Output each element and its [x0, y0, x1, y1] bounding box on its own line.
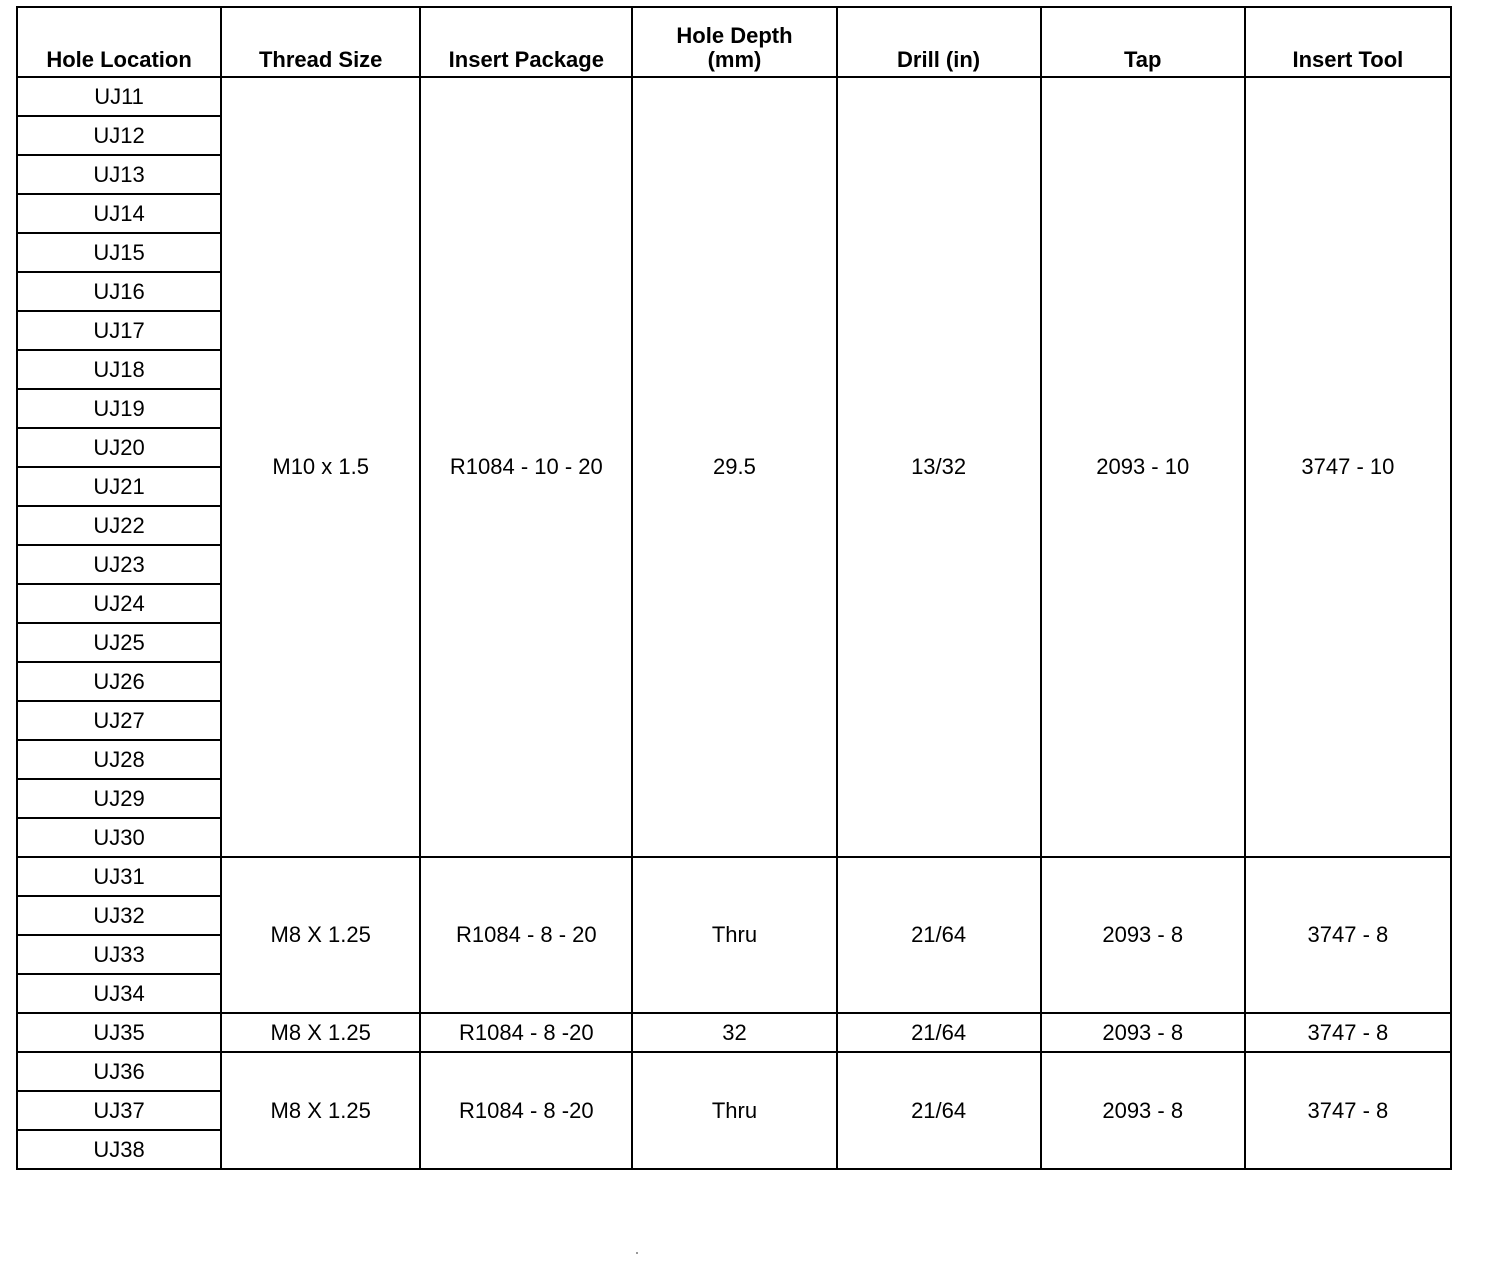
hole-location-cell: UJ37: [17, 1091, 221, 1130]
header-thread-size: Thread Size: [221, 7, 420, 77]
hole-location-cell: UJ27: [17, 701, 221, 740]
hole-depth-cell: Thru: [632, 857, 836, 1013]
table-row: [17, 1013, 1451, 1052]
hole-location-cell: UJ24: [17, 584, 221, 623]
insert-tool-cell: 3747 - 8: [1245, 1052, 1451, 1169]
header-hole-location: Hole Location: [17, 7, 221, 77]
insert-tool-cell: 3747 - 8: [1245, 857, 1451, 1013]
drill-cell: 21/64: [837, 1013, 1041, 1052]
tap-cell: 2093 - 8: [1041, 857, 1245, 1013]
hole-location-cell: UJ26: [17, 662, 221, 701]
hole-location-cell: UJ18: [17, 350, 221, 389]
thread-size-cell: M8 X 1.25: [221, 857, 420, 1013]
hole-location-cell: UJ19: [17, 389, 221, 428]
drill-cell: 21/64: [837, 857, 1041, 1013]
thread-size-cell: M8 X 1.25: [221, 1013, 420, 1052]
tap-cell: 2093 - 8: [1041, 1013, 1245, 1052]
hole-location-cell: UJ13: [17, 155, 221, 194]
hole-depth-cell: 32: [632, 1013, 836, 1052]
thread-size-cell: M10 x 1.5: [221, 77, 420, 857]
scan-speck: [636, 1252, 638, 1254]
hole-location-cell: UJ17: [17, 311, 221, 350]
hole-location-cell: UJ30: [17, 818, 221, 857]
hole-depth-cell: Thru: [632, 1052, 836, 1169]
insert-spec-table: [16, 6, 1452, 1170]
hole-location-cell: UJ31: [17, 857, 221, 896]
insert-package-cell: R1084 - 10 - 20: [420, 77, 632, 857]
hole-location-cell: UJ21: [17, 467, 221, 506]
table-header-row: [17, 7, 1451, 77]
hole-location-cell: UJ35: [17, 1013, 221, 1052]
header-hole-depth-line2: (mm): [707, 47, 762, 72]
hole-location-cell: UJ22: [17, 506, 221, 545]
thread-size-cell: M8 X 1.25: [221, 1052, 420, 1169]
hole-location-cell: UJ34: [17, 974, 221, 1013]
insert-tool-cell: 3747 - 10: [1245, 77, 1451, 857]
hole-location-cell: UJ15: [17, 233, 221, 272]
drill-cell: 21/64: [837, 1052, 1041, 1169]
insert-package-cell: R1084 - 8 - 20: [420, 857, 632, 1013]
hole-location-cell: UJ25: [17, 623, 221, 662]
header-drill: Drill (in): [837, 7, 1041, 77]
hole-location-cell: UJ38: [17, 1130, 221, 1169]
hole-location-cell: UJ11: [17, 77, 221, 116]
table-body: [17, 77, 1451, 1169]
table-row: [17, 1052, 1451, 1091]
hole-location-cell: UJ32: [17, 896, 221, 935]
insert-package-cell: R1084 - 8 -20: [420, 1013, 632, 1052]
header-insert-package: Insert Package: [420, 7, 632, 77]
tap-cell: 2093 - 10: [1041, 77, 1245, 857]
hole-location-cell: UJ33: [17, 935, 221, 974]
header-hole-depth: [632, 7, 836, 77]
header-hole-depth-line1: Hole Depth: [676, 23, 793, 48]
header-insert-tool: Insert Tool: [1245, 7, 1451, 77]
insert-tool-cell: 3747 - 8: [1245, 1013, 1451, 1052]
hole-location-cell: UJ16: [17, 272, 221, 311]
insert-package-cell: R1084 - 8 -20: [420, 1052, 632, 1169]
hole-location-cell: UJ36: [17, 1052, 221, 1091]
hole-location-cell: UJ14: [17, 194, 221, 233]
table-row: [17, 857, 1451, 896]
hole-location-cell: UJ29: [17, 779, 221, 818]
hole-location-cell: UJ20: [17, 428, 221, 467]
table-row: [17, 77, 1451, 116]
header-tap: Tap: [1041, 7, 1245, 77]
hole-location-cell: UJ23: [17, 545, 221, 584]
hole-location-cell: UJ28: [17, 740, 221, 779]
hole-depth-cell: 29.5: [632, 77, 836, 857]
drill-cell: 13/32: [837, 77, 1041, 857]
tap-cell: 2093 - 8: [1041, 1052, 1245, 1169]
hole-location-cell: UJ12: [17, 116, 221, 155]
